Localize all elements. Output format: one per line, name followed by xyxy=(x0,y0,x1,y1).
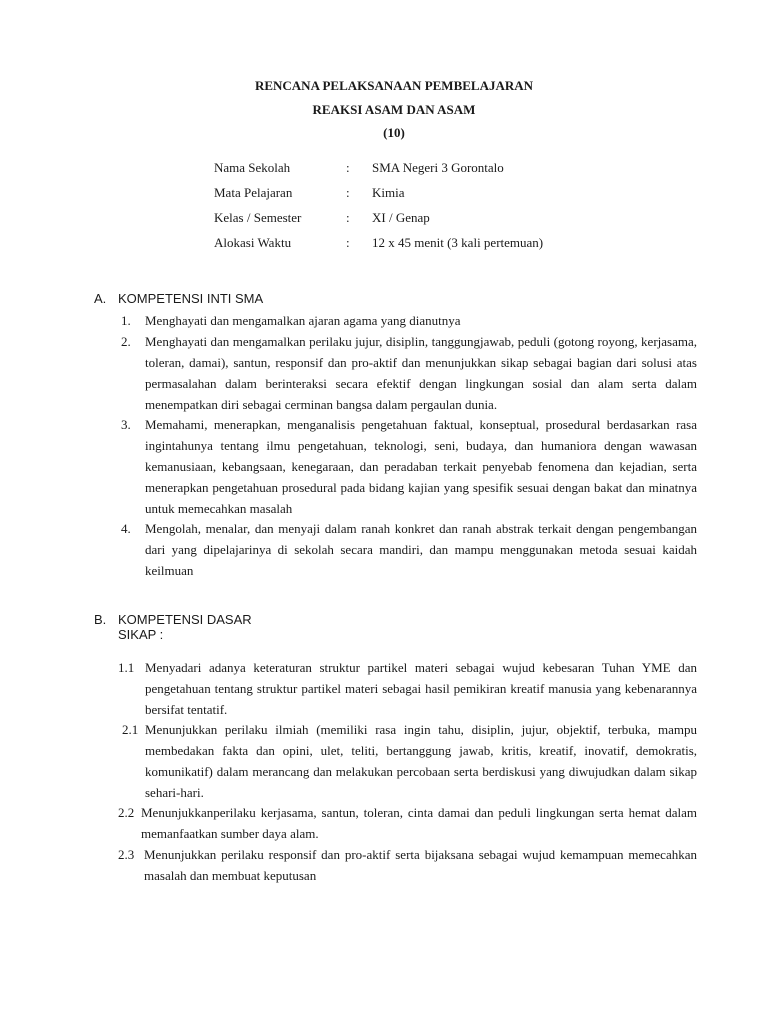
list-number: 3. xyxy=(121,417,131,432)
list-text: Menghayati dan mengamalkan perilaku jujur, disiplin, tanggungjawab, peduli (gotong royong, kerjasama, toleran, damai), santun, responsif dan pro-aktif dan menunjukkan sikap sebagai bagian dari solusi atas permasalahan dalam berinteraksi secara efektif dengan lingkungan sosial dan alam serta dalam menempatkan diri sebagai cerminan bangsa dalam pergaulan dunia. xyxy=(145,334,697,412)
identity-label: Nama Sekolah xyxy=(214,160,291,175)
identity-separator: : xyxy=(346,210,350,225)
list-item-ki-2 xyxy=(121,331,697,415)
list-number: 2.2 xyxy=(118,805,135,820)
list-text: Menunjukkanperilaku kerjasama, santun, toleran, cinta damai dan peduli lingkungan serta hemat dalam memanfaatkan sumber daya alam. xyxy=(141,805,697,841)
section-title: KOMPETENSI INTI SMA xyxy=(118,291,264,306)
identity-value: SMA Negeri 3 Gorontalo xyxy=(372,160,504,175)
section-b-subheading: SIKAP : xyxy=(118,627,164,642)
identity-separator: : xyxy=(346,160,350,175)
section-b-heading xyxy=(94,612,252,628)
identity-label: Alokasi Waktu xyxy=(214,235,292,250)
list-number: 4. xyxy=(121,521,131,536)
list-text: Memahami, menerapkan, menganalisis pengetahuan faktual, konseptual, prosedural berdasarkan rasa ingintahunya tentang ilmu pengetahuan, teknologi, seni, budaya, dan humaniora dengan wawasan kemanusiaan, kebangsaan, kenegaraan, dan peradaban terkait penyebab fenomena dan kejadian, serta menerapkan pengetahuan prosedural pada bidang kajian yang spesifik sesuai dengan bakat dan minatnya untuk memecahkan masalah xyxy=(145,417,697,516)
list-number: 1. xyxy=(121,313,131,328)
list-text: Menunjukkan perilaku responsif dan pro-aktif serta bijaksana sebagai wujud kemampuan memecahkan masalah dan membuat keputusan xyxy=(144,847,697,883)
list-item-kd-2-1 xyxy=(122,719,697,803)
list-item-kd-1-1 xyxy=(118,657,697,720)
document-subtitle: REAKSI ASAM DAN ASAM xyxy=(312,102,476,117)
list-number: 1.1 xyxy=(118,660,135,675)
list-text: Mengolah, menalar, dan menyaji dalam ranah konkret dan ranah abstrak terkait dengan pengembangan dari yang dipelajarinya di sekolah secara mandiri, dan mampu menggunakan metoda sesuai kaidah keilmuan xyxy=(145,521,697,578)
section-letter: B. xyxy=(94,612,107,627)
list-item-ki-1 xyxy=(121,310,697,331)
list-text: Menunjukkan perilaku ilmiah (memiliki rasa ingin tahu, disiplin, jujur, objektif, terbuka, mampu membedakan fakta dan opini, ulet, teliti, bertanggung jawab, kritis, kreatif, inovatif, demokratis, komunikatif) dalam merancang dan melakukan percobaan serta berdiskusi yang diwujudkan dalam sikap sehari-hari. xyxy=(145,722,697,800)
identity-value: Kimia xyxy=(372,185,405,200)
section-letter: A. xyxy=(94,291,107,306)
document-title: RENCANA PELAKSANAAN PEMBELAJARAN xyxy=(254,78,534,93)
identity-value: XI / Genap xyxy=(372,210,430,225)
list-item-ki-3 xyxy=(121,414,697,519)
list-number: 2. xyxy=(121,334,131,349)
document-number: (10) xyxy=(383,125,405,140)
list-text: Menghayati dan mengamalkan ajaran agama yang dianutnya xyxy=(145,313,461,328)
list-number: 2.1 xyxy=(122,722,139,737)
list-item-kd-2-3 xyxy=(118,844,697,886)
identity-value: 12 x 45 menit (3 kali pertemuan) xyxy=(372,235,544,250)
identity-label: Mata Pelajaran xyxy=(214,185,293,200)
list-item-ki-4 xyxy=(121,518,697,581)
identity-separator: : xyxy=(346,185,350,200)
identity-separator: : xyxy=(346,235,350,250)
section-a-heading xyxy=(94,291,263,307)
identity-label: Kelas / Semester xyxy=(214,210,302,225)
section-title: KOMPETENSI DASAR xyxy=(118,612,252,627)
list-text: Menyadari adanya keteraturan struktur partikel materi sebagai wujud kebesaran Tuhan YME dan pengetahuan tentang struktur partikel materi sebagai hasil pemikiran kreatif manusia yang kebenarannya bersifat tentatif. xyxy=(145,660,697,717)
list-number: 2.3 xyxy=(118,847,135,862)
list-item-kd-2-2 xyxy=(118,802,697,844)
